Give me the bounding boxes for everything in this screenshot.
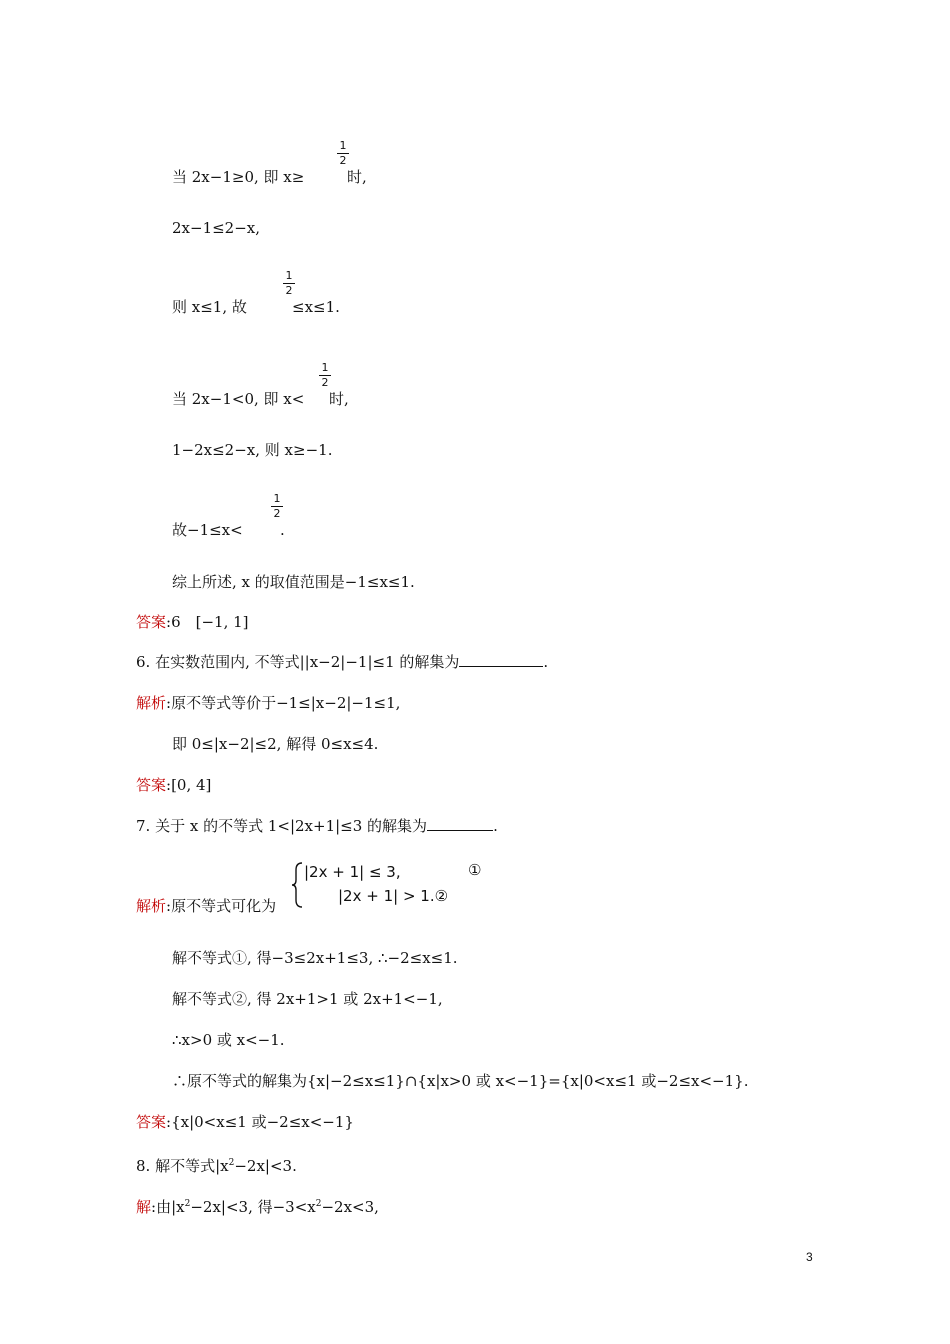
answer-7: 答案:{x|0<x≤1 或−2≤x<−1} (136, 1113, 354, 1131)
solution-7-line4: ∴x>0 或 x<−1. (172, 1031, 285, 1049)
system-line-1: |2x + 1| ≤ 3, (304, 863, 401, 881)
solution-6-line2: 即 0≤|x−2|≤2, 解得 0≤x≤4. (172, 735, 379, 753)
fraction-half: 1 2 (271, 493, 283, 520)
line-conclusion1-end: ≤x≤1. (292, 298, 340, 316)
fraction-half: 1 2 (319, 362, 331, 389)
question-7: 7. 关于 x 的不等式 1<|2x+1|≤3 的解集为 . (136, 817, 498, 835)
line-case2-end: 时, (329, 390, 349, 408)
solution-7-line3: 解不等式②, 得 2x+1>1 或 2x+1<−1, (172, 990, 443, 1008)
answer-6: 答案:[0, 4] (136, 776, 212, 794)
answer-label: 答案 (136, 613, 167, 631)
answer-5: 答案:6 [−1, 1] (136, 613, 249, 631)
system-line-2: |2x + 1| > 1.② (338, 887, 449, 905)
solution-6: 解析:原不等式等价于−1≤|x−2|−1≤1, (136, 694, 401, 712)
line-case1: 当 2x−1≥0, 即 x≥ (172, 168, 305, 186)
circled-one: ① (468, 861, 482, 879)
line-summary: 综上所述, x 的取值范围是−1≤x≤1. (172, 573, 415, 591)
line-step2: 1−2x≤2−x, 则 x≥−1. (172, 441, 333, 459)
left-brace-icon (290, 862, 304, 908)
answer-label: 答案 (136, 776, 167, 794)
fraction-half: 1 2 (337, 140, 349, 167)
solution-label: 解析 (136, 897, 167, 915)
line-case1-end: 时, (347, 168, 367, 186)
solution-7-line5: ∴原不等式的解集为{x|−2≤x≤1}∩{x|x>0 或 x<−1}={x|0<x≤1 或−2≤x<−1}. (172, 1072, 749, 1090)
solution-8: 解:由$|x^2-2x|<3$, 得$-3<x^2-2x<3$, (136, 1198, 379, 1216)
solution-7: 解析:原不等式可化为 (136, 897, 277, 915)
answer-blank (459, 652, 543, 667)
solution-7-line2: 解不等式①, 得−3≤2x+1≤3, ∴−2≤x≤1. (172, 949, 458, 967)
line-case2: 当 2x−1<0, 即 x< (172, 390, 305, 408)
answer-label: 答案 (136, 1113, 167, 1131)
answer-blank (427, 816, 493, 831)
fraction-half: 1 2 (283, 270, 295, 297)
solution-label: 解析 (136, 694, 167, 712)
line-conclusion2-end: . (280, 521, 285, 539)
question-8: 8. 解不等式$|x^2-2x|<3$. (136, 1157, 297, 1175)
line-step: 2x−1≤2−x, (172, 219, 261, 237)
question-6: 6. 在实数范围内, 不等式||x−2|−1|≤1 的解集为 . (136, 653, 549, 671)
page-number: 3 (806, 1250, 813, 1264)
line-conclusion1: 则 x≤1, 故 (172, 298, 247, 316)
solution-label: 解 (136, 1198, 152, 1216)
line-conclusion2: 故−1≤x< (172, 521, 243, 539)
